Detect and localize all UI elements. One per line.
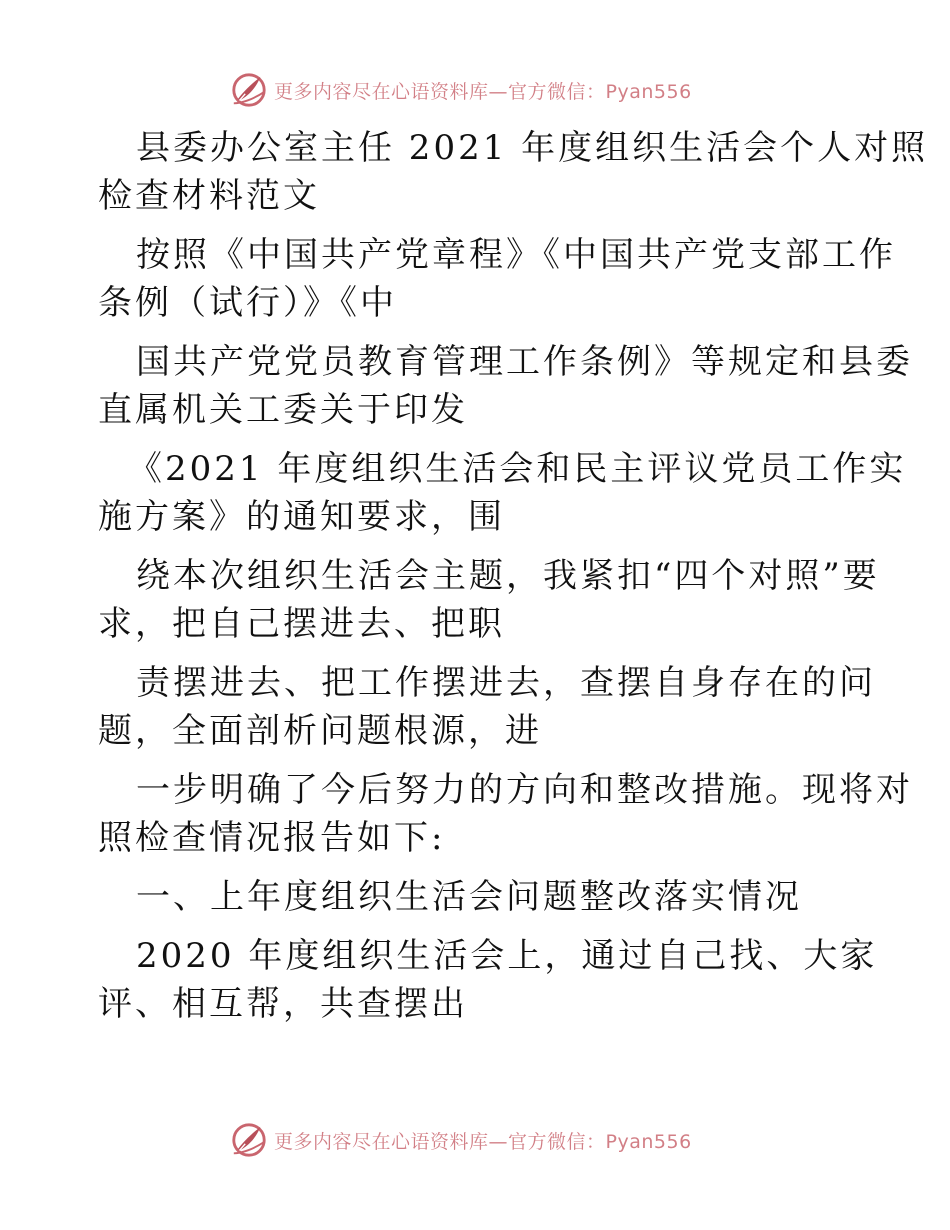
paragraph-line: 绕本次组织生活会主题，我紧扣“四个对照”要 <box>136 556 880 596</box>
title-line-1: 县委办公室主任 2021 年度组织生活会个人对照 <box>136 128 929 168</box>
header-banner <box>230 70 710 110</box>
paragraph-line: 《2021 年度组织生活会和民主评议党员工作实 <box>128 449 907 489</box>
paragraph-line: 国共产党党员教育管理工作条例》等规定和县委 <box>136 342 913 382</box>
paragraph-line: 施方案》的通知要求，围 <box>98 497 505 537</box>
paragraph-line: 评、相互帮，共查摆出 <box>98 984 468 1024</box>
paragraph-line: 责摆进去、把工作摆进去，查摆自身存在的问 <box>136 663 876 703</box>
paragraph-line: 直属机关工委关于印发 <box>98 390 468 430</box>
header-banner-text: 更多内容尽在心语资料库—官方微信：Pyan556 <box>274 80 692 103</box>
quill-logo-icon <box>230 1121 268 1159</box>
document-body <box>98 124 929 1028</box>
footer-banner-text: 更多内容尽在心语资料库—官方微信：Pyan556 <box>274 1130 692 1153</box>
paragraph-line: 2020 年度组织生活会上，通过自己找、大家 <box>136 936 878 976</box>
footer-banner <box>230 1120 710 1160</box>
paragraph-line: 照检查情况报告如下: <box>98 818 446 858</box>
paragraph-line: 题，全面剖析问题根源，进 <box>98 711 542 751</box>
paragraph-line: 按照《中国共产党章程》《中国共产党支部工作 <box>136 235 896 275</box>
quill-logo-icon <box>230 71 268 109</box>
header-wechat-id: Pyan556 <box>605 80 692 103</box>
paragraph-line: 条例（试行）》《中 <box>98 283 397 323</box>
section-heading: 一、上年度组织生活会问题整改落实情况 <box>136 877 802 917</box>
paragraph-line: 求，把自己摆进去、把职 <box>98 604 505 644</box>
footer-wechat-id: Pyan556 <box>605 1130 692 1153</box>
paragraph-line: 一步明确了今后努力的方向和整改措施。现将对 <box>136 770 913 810</box>
title-line-2: 检查材料范文 <box>98 176 320 216</box>
